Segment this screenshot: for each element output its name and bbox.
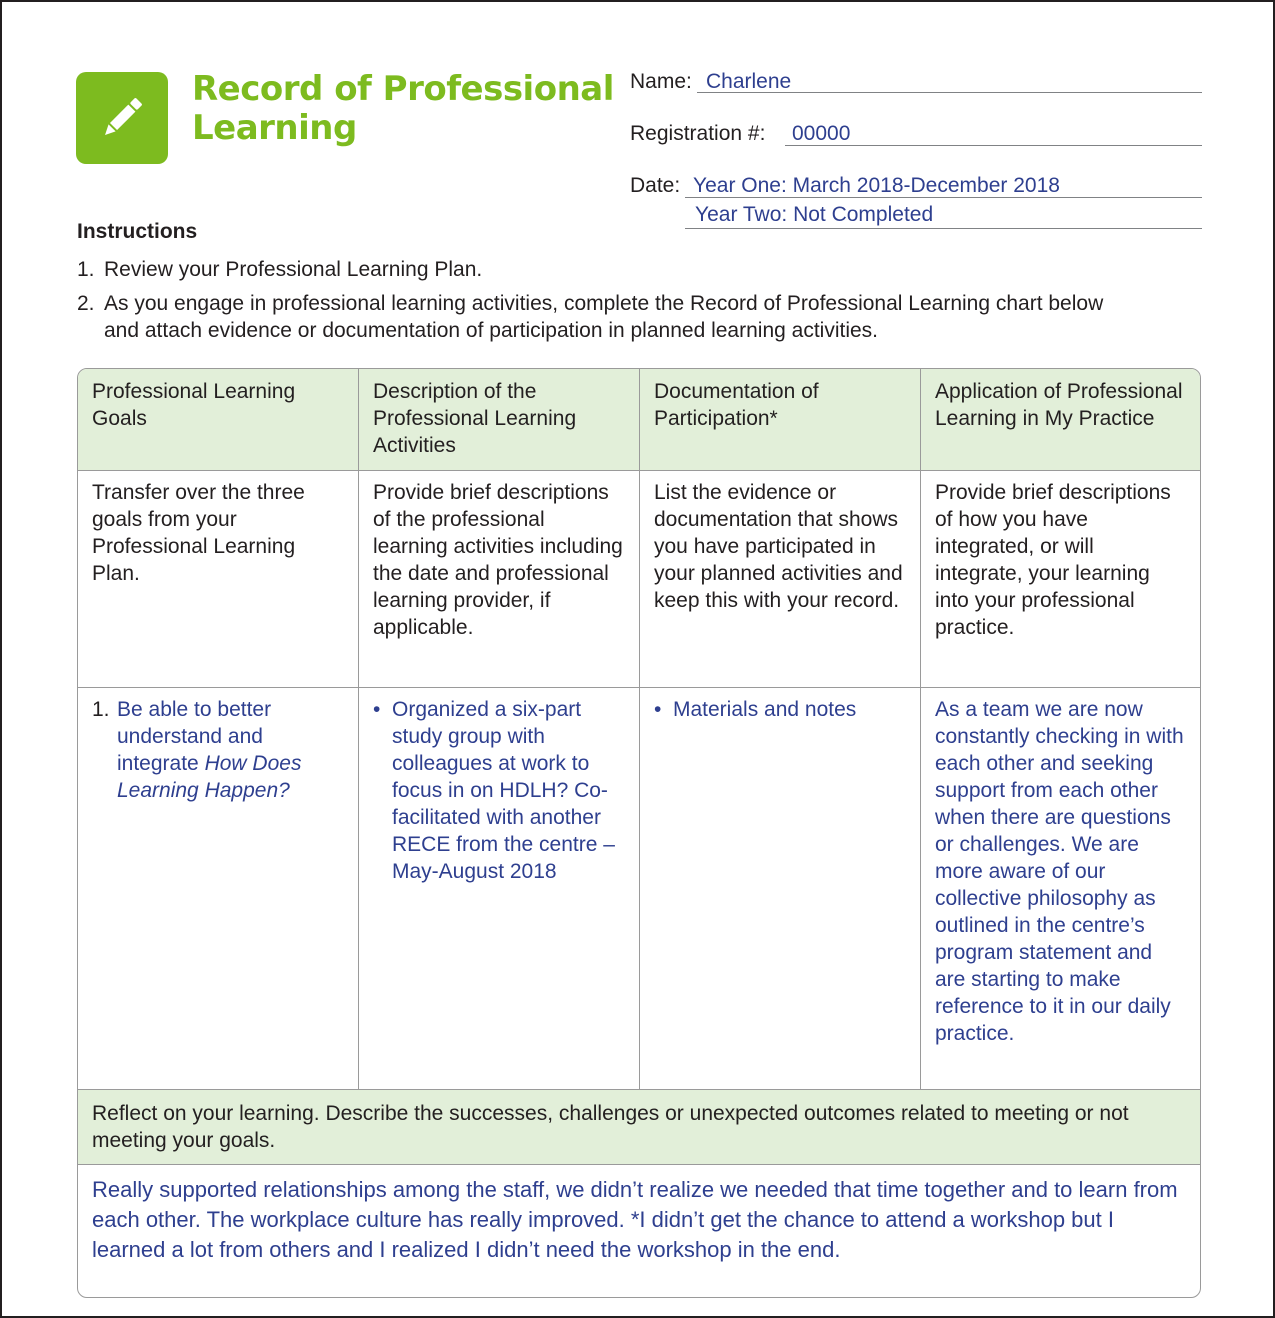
activity-bullet-item <box>373 696 625 885</box>
entry-activity-cell[interactable] <box>359 687 640 1090</box>
goal-text-italic: How Does Learning Happen? <box>117 752 302 802</box>
instruction-item-2 <box>77 290 1117 344</box>
table-header-row <box>78 369 1200 471</box>
name-label: Name: <box>630 70 692 93</box>
bullet-icon: • <box>654 698 662 721</box>
description-documentation: List the evidence or documentation that shows you have participated in your planned activities and keep this with your record. <box>640 470 921 687</box>
name-underline <box>697 92 1202 93</box>
instruction-text: Review your Professional Learning Plan. <box>104 258 483 281</box>
table-description-row <box>78 470 1200 688</box>
entry-application-cell[interactable] <box>921 687 1200 1090</box>
description-application: Provide brief descriptions of how you have integrated, or will integrate, your learning into your professional practice. <box>935 481 1171 639</box>
header-documentation: Documentation of Participation* <box>640 369 921 470</box>
name-value[interactable]: Charlene <box>706 70 792 93</box>
instruction-text: As you engage in professional learning activities, complete the Record of Professional Learning chart below and attach evidence or documentation of participation in planned learning activities. <box>104 292 1104 342</box>
record-table <box>77 368 1201 1298</box>
registration-value[interactable]: 00000 <box>792 122 851 145</box>
table-row <box>78 687 1200 1090</box>
goal-item <box>92 696 344 804</box>
pencil-icon <box>76 72 168 164</box>
date-underline-1 <box>685 197 1202 198</box>
date-year-one[interactable]: Year One: March 2018-December 2018 <box>693 174 1060 197</box>
instruction-number: 2. <box>77 292 95 315</box>
goal-text: Be able to better understand and integrate <box>117 698 272 775</box>
documentation-text: Materials and notes <box>673 698 857 721</box>
date-year-two[interactable]: Year Two: Not Completed <box>695 203 934 226</box>
header-goals: Professional Learning Goals <box>78 369 359 470</box>
instruction-item-1 <box>77 256 1157 283</box>
header-application: Application of Professional Learning in My Practice <box>935 380 1183 430</box>
page-title <box>192 70 614 148</box>
application-text: As a team we are now constantly checking in with each other and seeking support from each other when there are questions or challenges. We are more aware of our collective philosophy as outlined in the centre’s program statement and are starting to make reference to it in our daily practice. <box>935 698 1184 1045</box>
title-line-2: Learning <box>192 108 357 148</box>
date-underline-2 <box>685 228 1202 229</box>
documentation-bullet-item <box>654 696 906 723</box>
registration-underline <box>785 145 1202 146</box>
header-activities: Description of the Professional Learning Activities <box>359 369 640 470</box>
title-line-1: Record of Professional <box>192 69 614 109</box>
entry-goal-cell[interactable] <box>78 687 359 1090</box>
date-label: Date: <box>630 174 681 197</box>
registration-label: Registration #: <box>630 122 766 145</box>
bullet-icon: • <box>373 698 381 721</box>
instruction-number: 1. <box>77 258 95 281</box>
entry-documentation-cell[interactable] <box>640 687 921 1090</box>
description-activities: Provide brief descriptions of the professional learning activities including the date and professional learning provider, if applicable. <box>359 470 640 687</box>
goal-number: 1. <box>92 698 110 721</box>
activity-text: Organized a six-part study group with colleagues at work to focus in on HDLH? Co-facilitated with another RECE from the centre – May-August 2018 <box>392 698 615 883</box>
description-goals: Transfer over the three goals from your Professional Learning Plan. <box>78 470 359 687</box>
instructions-heading: Instructions <box>77 220 198 243</box>
reflection-answer[interactable]: Really supported relationships among the staff, we didn’t realize we needed that time together and to learn from each other. The workplace culture has really improved. *I didn’t get the chance to attend a workshop but I learned a lot from others and I realized I didn’t need the workshop in the end. <box>92 1177 1178 1262</box>
reflection-prompt: Reflect on your learning. Describe the successes, challenges or unexpected outcomes related to meeting or not meeting your goals. <box>78 1089 1200 1165</box>
